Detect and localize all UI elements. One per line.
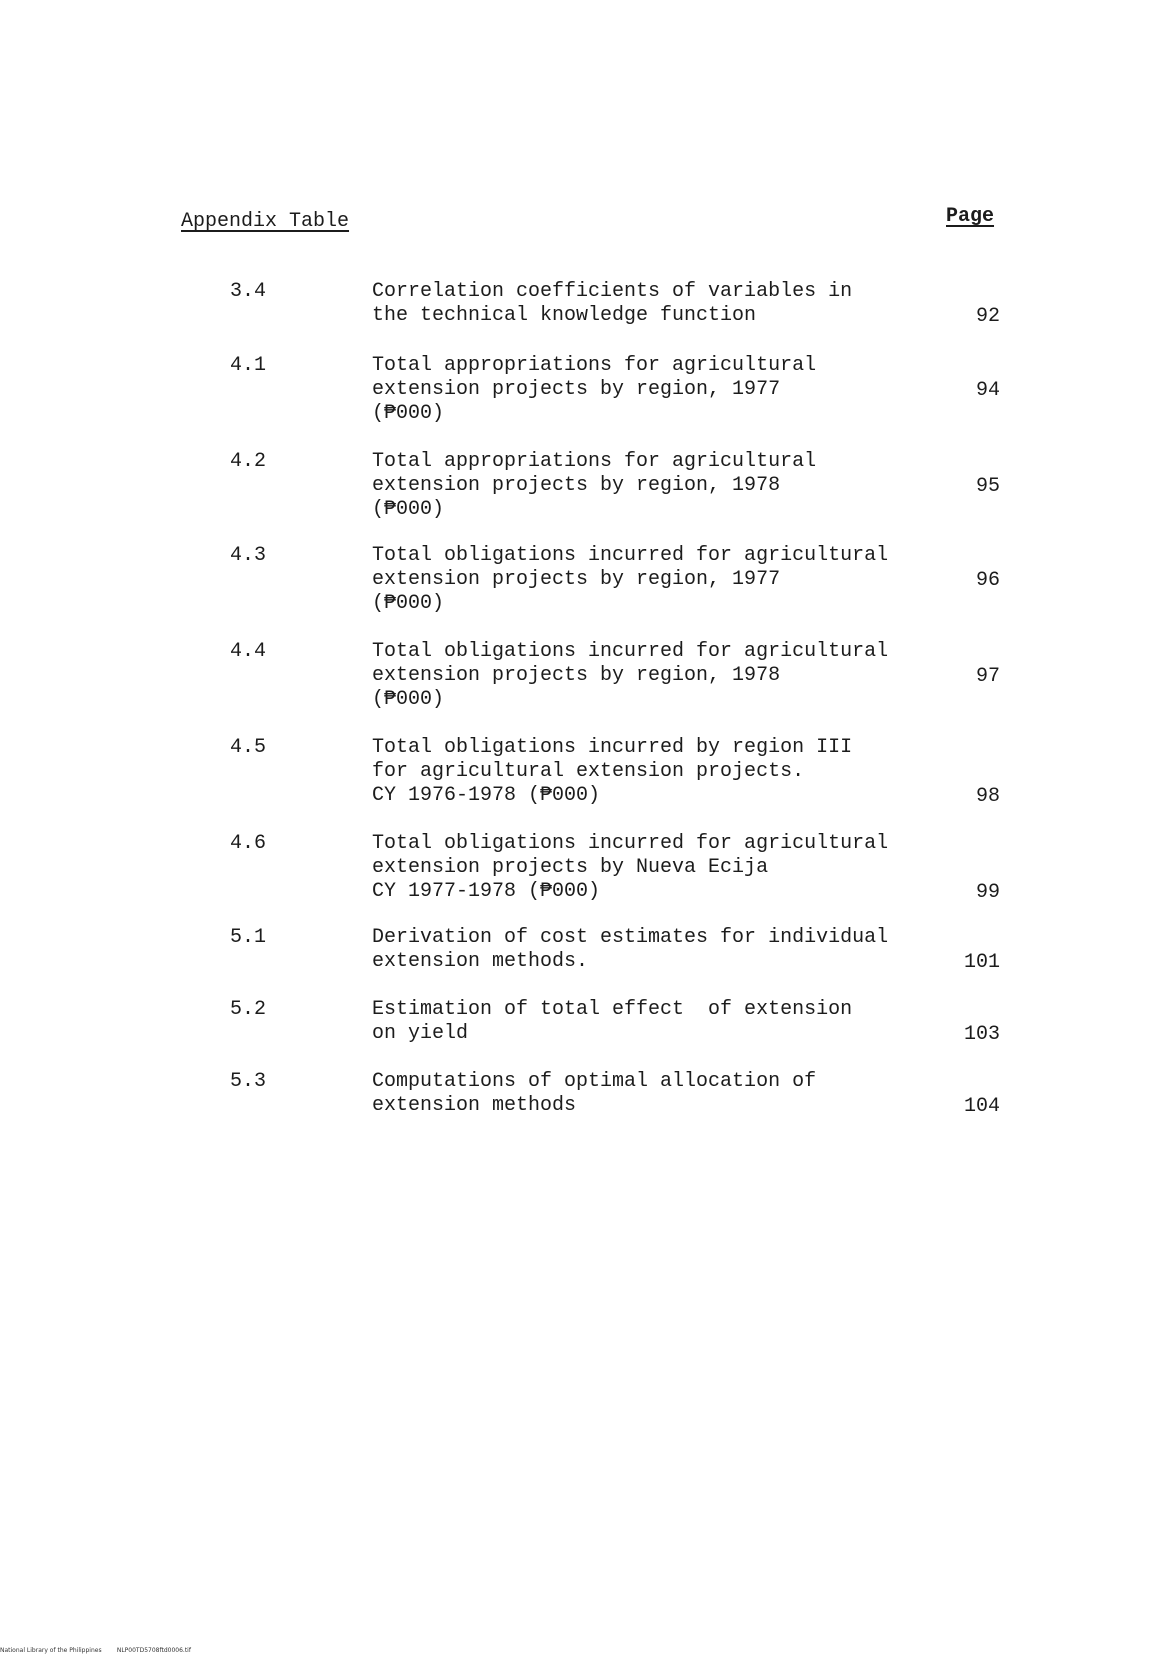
page-number: 99 [975,881,1000,904]
page-number: 94 [975,379,1000,402]
title-line: extension projects by region, 1978 [372,474,781,497]
table-number: 4.1 [230,354,267,377]
page-heading: Page [946,205,995,228]
page-number: 101 [963,951,1000,974]
title-line: Total appropriations for agricultural [372,450,817,473]
title-line: Derivation of cost estimates for individual [372,926,889,949]
table-title [372,998,932,1046]
page-number: 97 [975,665,1000,688]
table-number: 3.4 [230,280,267,303]
page-number: 92 [975,305,1000,328]
table-title [372,280,932,328]
page-number: 103 [963,1023,1000,1046]
table-number: 4.3 [230,544,267,567]
footer-file: NLP00TD5708ftd0006.tif [116,1647,191,1654]
scan-footer [0,1647,191,1654]
title-line: (₱000) [372,402,445,425]
title-line: extension projects by region, 1978 [372,664,781,687]
table-title [372,926,932,974]
title-line: extension projects by region, 1977 [372,568,781,591]
footer-library: National Library of the Philippines [0,1647,102,1654]
title-line: Total appropriations for agricultural [372,354,817,377]
title-line: Total obligations incurred for agricultural [372,832,889,855]
table-title [372,544,932,616]
title-line: on yield [372,1022,469,1045]
page-number: 95 [975,475,1000,498]
table-number: 5.3 [230,1070,267,1093]
page-number: 96 [975,569,1000,592]
title-line: (₱000) [372,688,445,711]
title-line: (₱000) [372,592,445,615]
title-line: extension projects by Nueva Ecija [372,856,769,879]
title-line: CY 1977-1978 (₱000) [372,880,601,903]
table-title [372,640,932,712]
title-line: Computations of optimal allocation of [372,1070,817,1093]
title-line: Total obligations incurred by region III [372,736,853,759]
table-title [372,450,932,522]
page-number: 98 [975,785,1000,808]
table-number: 4.2 [230,450,267,473]
table-number: 4.5 [230,736,267,759]
title-line: the technical knowledge function [372,304,757,327]
title-line: (₱000) [372,498,445,521]
title-line: extension methods. [372,950,589,973]
title-line: for agricultural extension projects. [372,760,805,783]
page-number: 104 [963,1095,1000,1118]
table-title [372,354,932,426]
table-title [372,736,932,808]
title-line: CY 1976-1978 (₱000) [372,784,601,807]
table-title [372,1070,932,1118]
appendix-table-heading: Appendix Table [181,210,350,233]
title-line: Total obligations incurred for agricultural [372,640,889,663]
table-number: 5.1 [230,926,267,949]
table-number: 4.4 [230,640,267,663]
title-line: extension methods [372,1094,577,1117]
table-number: 5.2 [230,998,267,1021]
table-number: 4.6 [230,832,267,855]
title-line: Estimation of total effect of extension [372,998,853,1021]
table-title [372,832,932,904]
title-line: extension projects by region, 1977 [372,378,781,401]
title-line: Correlation coefficients of variables in [372,280,853,303]
title-line: Total obligations incurred for agricultural [372,544,889,567]
